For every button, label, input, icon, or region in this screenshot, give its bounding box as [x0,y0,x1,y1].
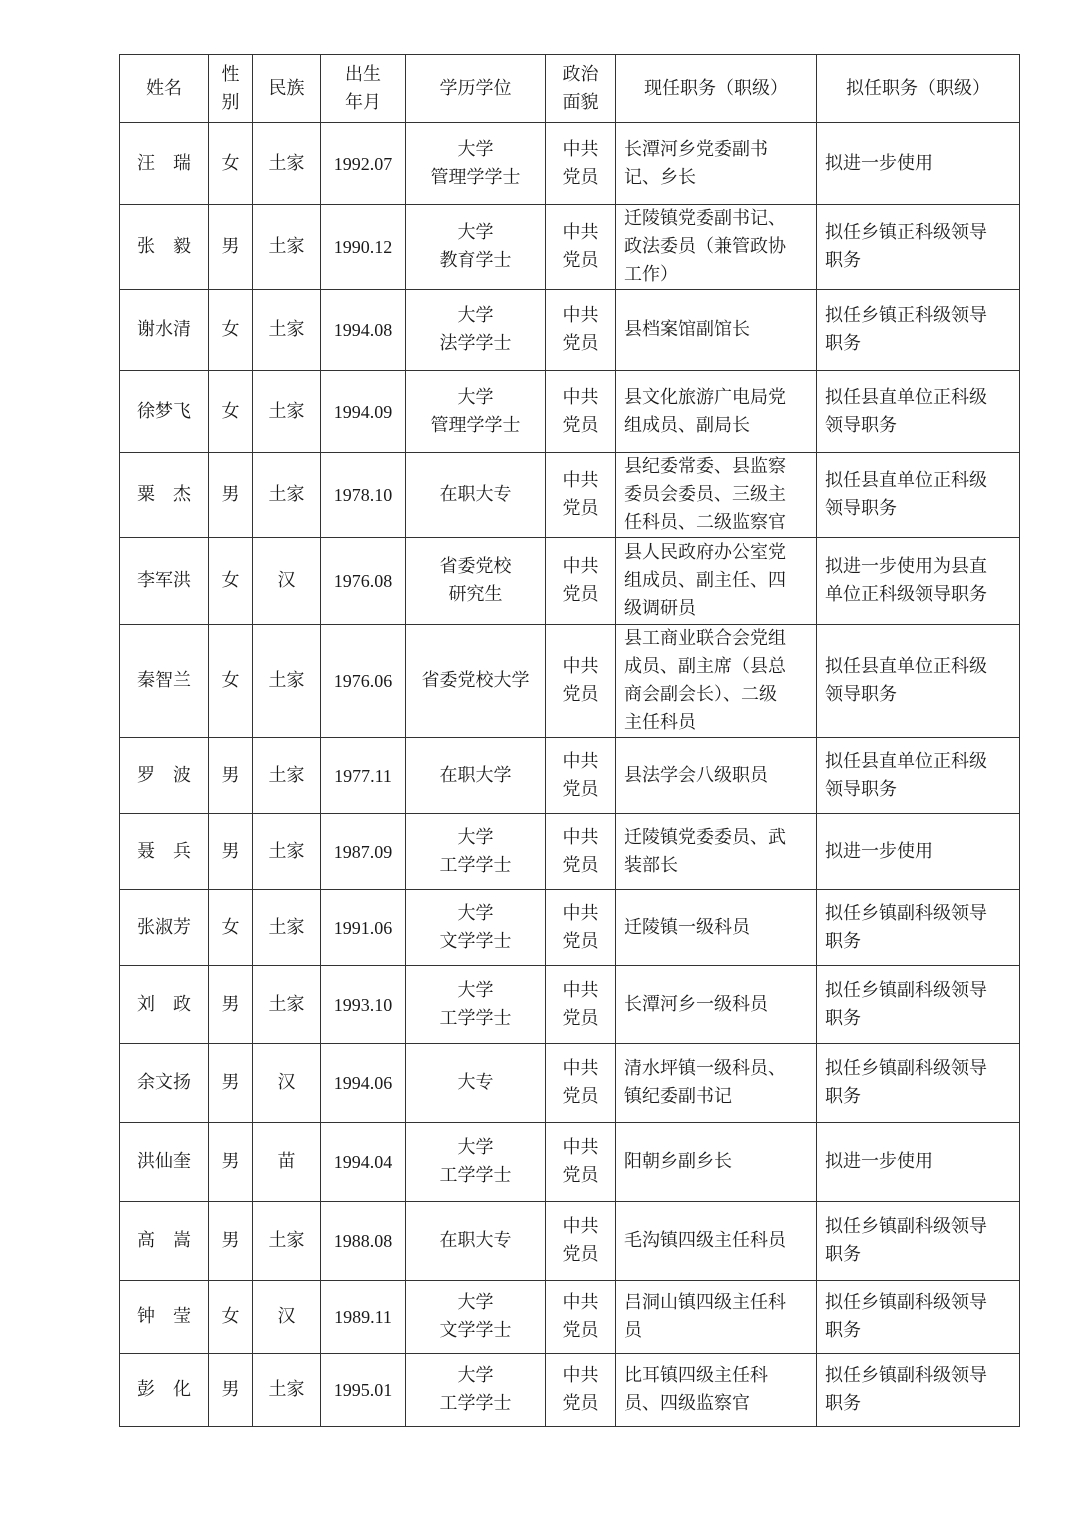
candidate-table [119,54,1020,1427]
cell-political-status: 中共 党员 [546,966,616,1044]
cell-political-status: 中共 党员 [546,1281,616,1354]
cell-gender: 男 [209,1044,253,1123]
cell-current-position: 县工商业联合会党组 成员、副主席（县总 商会副会长）、二级 主任科员 [616,625,817,738]
cell-name: 徐梦飞 [120,371,209,453]
table-row [120,290,1020,371]
cell-political-status: 中共 党员 [546,123,616,205]
cell-political-status: 中共 党员 [546,1044,616,1123]
cell-gender: 女 [209,123,253,205]
cell-current-position: 长潭河乡一级科员 [616,966,817,1044]
cell-ethnicity: 土家 [253,1202,321,1281]
cell-proposed-position: 拟任乡镇副科级领导 职务 [817,1281,1020,1354]
cell-birth-date: 1993.10 [321,966,406,1044]
cell-name: 彭 化 [120,1354,209,1427]
cell-name: 刘 政 [120,966,209,1044]
header-row [120,55,1020,123]
table-row [120,738,1020,814]
cell-gender: 男 [209,1354,253,1427]
cell-gender: 女 [209,538,253,625]
cell-name: 汪 瑞 [120,123,209,205]
table-row [120,1202,1020,1281]
cell-education: 大学 法学学士 [406,290,546,371]
cell-proposed-position: 拟任县直单位正科级 领导职务 [817,453,1020,538]
cell-birth-date: 1978.10 [321,453,406,538]
cell-proposed-position: 拟进一步使用为县直 单位正科级领导职务 [817,538,1020,625]
table-row [120,123,1020,205]
cell-ethnicity: 苗 [253,1123,321,1202]
cell-proposed-position: 拟任乡镇副科级领导 职务 [817,890,1020,966]
cell-education: 大学 工学学士 [406,1123,546,1202]
cell-proposed-position: 拟进一步使用 [817,123,1020,205]
cell-gender: 男 [209,966,253,1044]
cell-current-position: 迁陵镇一级科员 [616,890,817,966]
cell-ethnicity: 土家 [253,966,321,1044]
cell-gender: 男 [209,1123,253,1202]
cell-gender: 女 [209,1281,253,1354]
cell-gender: 女 [209,290,253,371]
cell-proposed-position: 拟任乡镇正科级领导 职务 [817,205,1020,290]
cell-gender: 男 [209,205,253,290]
cell-birth-date: 1994.04 [321,1123,406,1202]
table-row [120,890,1020,966]
cell-birth-date: 1976.08 [321,538,406,625]
cell-name: 张 毅 [120,205,209,290]
cell-education: 大学 教育学士 [406,205,546,290]
cell-ethnicity: 土家 [253,738,321,814]
cell-education: 大学 工学学士 [406,814,546,890]
cell-birth-date: 1988.08 [321,1202,406,1281]
cell-proposed-position: 拟进一步使用 [817,1123,1020,1202]
cell-proposed-position: 拟任县直单位正科级 领导职务 [817,738,1020,814]
table-row [120,966,1020,1044]
cell-current-position: 县法学会八级职员 [616,738,817,814]
cell-education: 大学 文学学士 [406,1281,546,1354]
cell-ethnicity: 土家 [253,123,321,205]
cell-birth-date: 1987.09 [321,814,406,890]
cell-ethnicity: 汉 [253,1281,321,1354]
cell-name: 罗 波 [120,738,209,814]
cell-political-status: 中共 党员 [546,890,616,966]
cell-education: 在职大学 [406,738,546,814]
cell-name: 聂 兵 [120,814,209,890]
cell-political-status: 中共 党员 [546,625,616,738]
cell-ethnicity: 土家 [253,625,321,738]
cell-name: 秦智兰 [120,625,209,738]
header-education: 学历学位 [406,55,546,123]
cell-gender: 女 [209,890,253,966]
table-row [120,1044,1020,1123]
cell-education: 大学 文学学士 [406,890,546,966]
header-proposed-position: 拟任职务（职级） [817,55,1020,123]
cell-political-status: 中共 党员 [546,538,616,625]
header-gender: 性 别 [209,55,253,123]
cell-name: 洪仙奎 [120,1123,209,1202]
table-row [120,1123,1020,1202]
cell-current-position: 县纪委常委、县监察 委员会委员、三级主 任科员、二级监察官 [616,453,817,538]
cell-current-position: 阳朝乡副乡长 [616,1123,817,1202]
cell-ethnicity: 土家 [253,814,321,890]
header-birth-date: 出生 年月 [321,55,406,123]
cell-birth-date: 1976.06 [321,625,406,738]
cell-political-status: 中共 党员 [546,814,616,890]
table-row [120,625,1020,738]
cell-ethnicity: 土家 [253,890,321,966]
cell-gender: 男 [209,453,253,538]
cell-education: 大专 [406,1044,546,1123]
cell-education: 省委党校大学 [406,625,546,738]
cell-name: 粟 杰 [120,453,209,538]
cell-birth-date: 1994.08 [321,290,406,371]
cell-current-position: 县档案馆副馆长 [616,290,817,371]
cell-ethnicity: 土家 [253,453,321,538]
cell-current-position: 迁陵镇党委委员、武 装部长 [616,814,817,890]
cell-ethnicity: 土家 [253,1354,321,1427]
cell-birth-date: 1995.01 [321,1354,406,1427]
cell-name: 李军洪 [120,538,209,625]
cell-political-status: 中共 党员 [546,371,616,453]
cell-current-position: 吕洞山镇四级主任科 员 [616,1281,817,1354]
cell-birth-date: 1990.12 [321,205,406,290]
cell-proposed-position: 拟任县直单位正科级 领导职务 [817,371,1020,453]
cell-proposed-position: 拟任乡镇副科级领导 职务 [817,1044,1020,1123]
cell-name: 钟 莹 [120,1281,209,1354]
cell-current-position: 县文化旅游广电局党 组成员、副局长 [616,371,817,453]
table-row [120,371,1020,453]
cell-proposed-position: 拟进一步使用 [817,814,1020,890]
cell-proposed-position: 拟任县直单位正科级 领导职务 [817,625,1020,738]
cell-political-status: 中共 党员 [546,1202,616,1281]
table-row [120,453,1020,538]
cell-education: 省委党校 研究生 [406,538,546,625]
cell-current-position: 毛沟镇四级主任科员 [616,1202,817,1281]
cell-gender: 男 [209,814,253,890]
cell-name: 谢水清 [120,290,209,371]
cell-name: 余文扬 [120,1044,209,1123]
cell-ethnicity: 土家 [253,371,321,453]
cell-education: 大学 管理学学士 [406,123,546,205]
cell-birth-date: 1994.09 [321,371,406,453]
table-row [120,538,1020,625]
table-row [120,1281,1020,1354]
cell-proposed-position: 拟任乡镇副科级领导 职务 [817,1354,1020,1427]
cell-current-position: 长潭河乡党委副书 记、乡长 [616,123,817,205]
cell-gender: 女 [209,625,253,738]
cell-education: 在职大专 [406,1202,546,1281]
cell-political-status: 中共 党员 [546,453,616,538]
cell-gender: 男 [209,1202,253,1281]
cell-birth-date: 1992.07 [321,123,406,205]
header-political-status: 政治 面貌 [546,55,616,123]
header-ethnicity: 民族 [253,55,321,123]
cell-name: 张淑芳 [120,890,209,966]
cell-political-status: 中共 党员 [546,290,616,371]
cell-education: 大学 管理学学士 [406,371,546,453]
cell-proposed-position: 拟任乡镇正科级领导 职务 [817,290,1020,371]
cell-birth-date: 1977.11 [321,738,406,814]
cell-gender: 男 [209,738,253,814]
header-name: 姓名 [120,55,209,123]
table-body [120,123,1020,1427]
cell-current-position: 比耳镇四级主任科 员、四级监察官 [616,1354,817,1427]
cell-ethnicity: 土家 [253,205,321,290]
cell-political-status: 中共 党员 [546,738,616,814]
cell-proposed-position: 拟任乡镇副科级领导 职务 [817,966,1020,1044]
cell-education: 大学 工学学士 [406,966,546,1044]
cell-ethnicity: 汉 [253,538,321,625]
cell-birth-date: 1991.06 [321,890,406,966]
cell-gender: 女 [209,371,253,453]
header-current-position: 现任职务（职级） [616,55,817,123]
cell-birth-date: 1989.11 [321,1281,406,1354]
table-row [120,205,1020,290]
table-row [120,1354,1020,1427]
cell-political-status: 中共 党员 [546,205,616,290]
cell-current-position: 迁陵镇党委副书记、 政法委员（兼管政协 工作） [616,205,817,290]
cell-proposed-position: 拟任乡镇副科级领导 职务 [817,1202,1020,1281]
cell-ethnicity: 土家 [253,290,321,371]
cell-ethnicity: 汉 [253,1044,321,1123]
cell-current-position: 清水坪镇一级科员、 镇纪委副书记 [616,1044,817,1123]
cell-political-status: 中共 党员 [546,1354,616,1427]
table-row [120,814,1020,890]
cell-current-position: 县人民政府办公室党 组成员、副主任、四 级调研员 [616,538,817,625]
cell-name: 高 嵩 [120,1202,209,1281]
cell-education: 大学 工学学士 [406,1354,546,1427]
cell-birth-date: 1994.06 [321,1044,406,1123]
cell-political-status: 中共 党员 [546,1123,616,1202]
cell-education: 在职大专 [406,453,546,538]
